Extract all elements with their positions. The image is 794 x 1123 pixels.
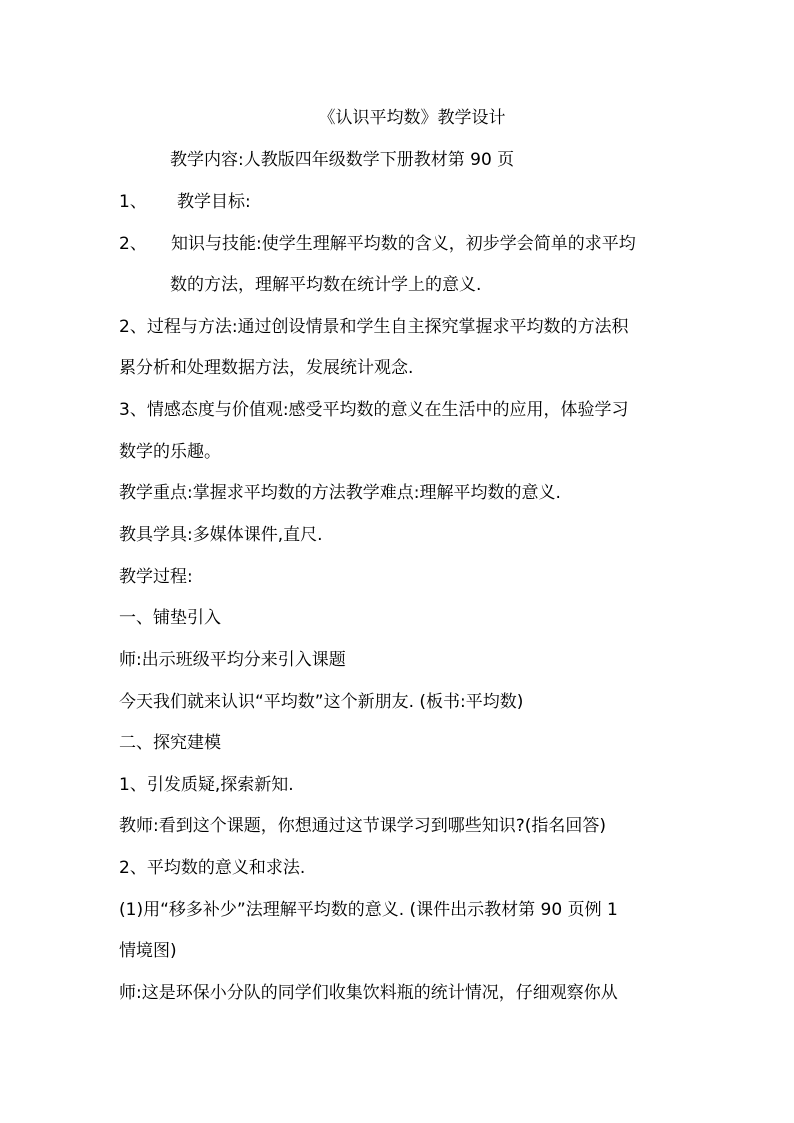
teacher-line-2: 教师:看到这个课题，你想通过这节课学习到哪些知识?(指名回答) [119,816,607,836]
teacher-line-1: 师:出示班级平均分来引入课题 [119,650,346,670]
section-1-heading: 一、铺垫引入 [119,608,221,628]
process-method-b: 累分析和处理数据方法，发展统计观念. [119,358,414,378]
today-line: 今天我们就来认识“平均数”这个新朋友. (板书:平均数) [119,692,524,712]
sub-item-1-b: 情境图) [119,941,177,961]
sub-item-1-a: (1)用“移多补少”法理解平均数的意义. (课件出示教材第 90 页例 1 [119,900,618,920]
key-points: 教学重点:掌握求平均数的方法教学难点:理解平均数的意义. [119,483,561,503]
teaching-tools: 教具学具:多媒体课件,直尺. [119,525,323,545]
item-2: 2、平均数的意义和求法. [119,858,306,878]
goal-2-text-b: 数的方法，理解平均数在统计学上的意义. [170,275,482,295]
teacher-line-3: 师:这是环保小分队的同学们收集饮料瓶的统计情况，仔细观察你从 [119,983,618,1003]
emotion-b: 数学的乐趣。 [119,442,221,462]
goal-2 [119,233,679,255]
process-heading: 教学过程: [119,567,193,587]
emotion-a: 3、情感态度与价值观:感受平均数的意义在生活中的应用，体验学习 [119,400,629,420]
document-title: 《认识平均数》教学设计 [318,108,506,128]
goal-2-marker: 2、 [119,234,147,254]
teaching-content: 教学内容:人教版四年级数学下册教材第 90 页 [170,150,515,170]
section-2-heading: 二、探究建模 [119,733,221,753]
goal-1 [119,191,679,213]
goal-1-text: 教学目标: [177,192,251,212]
process-method-a: 2、过程与方法:通过创设情景和学生自主探究掌握求平均数的方法积 [119,317,629,337]
goal-2-text-a: 知识与技能:使学生理解平均数的含义，初步学会简单的求平均 [171,234,636,254]
item-1: 1、引发质疑,探索新知. [119,775,294,795]
goal-1-marker: 1、 [119,192,147,212]
